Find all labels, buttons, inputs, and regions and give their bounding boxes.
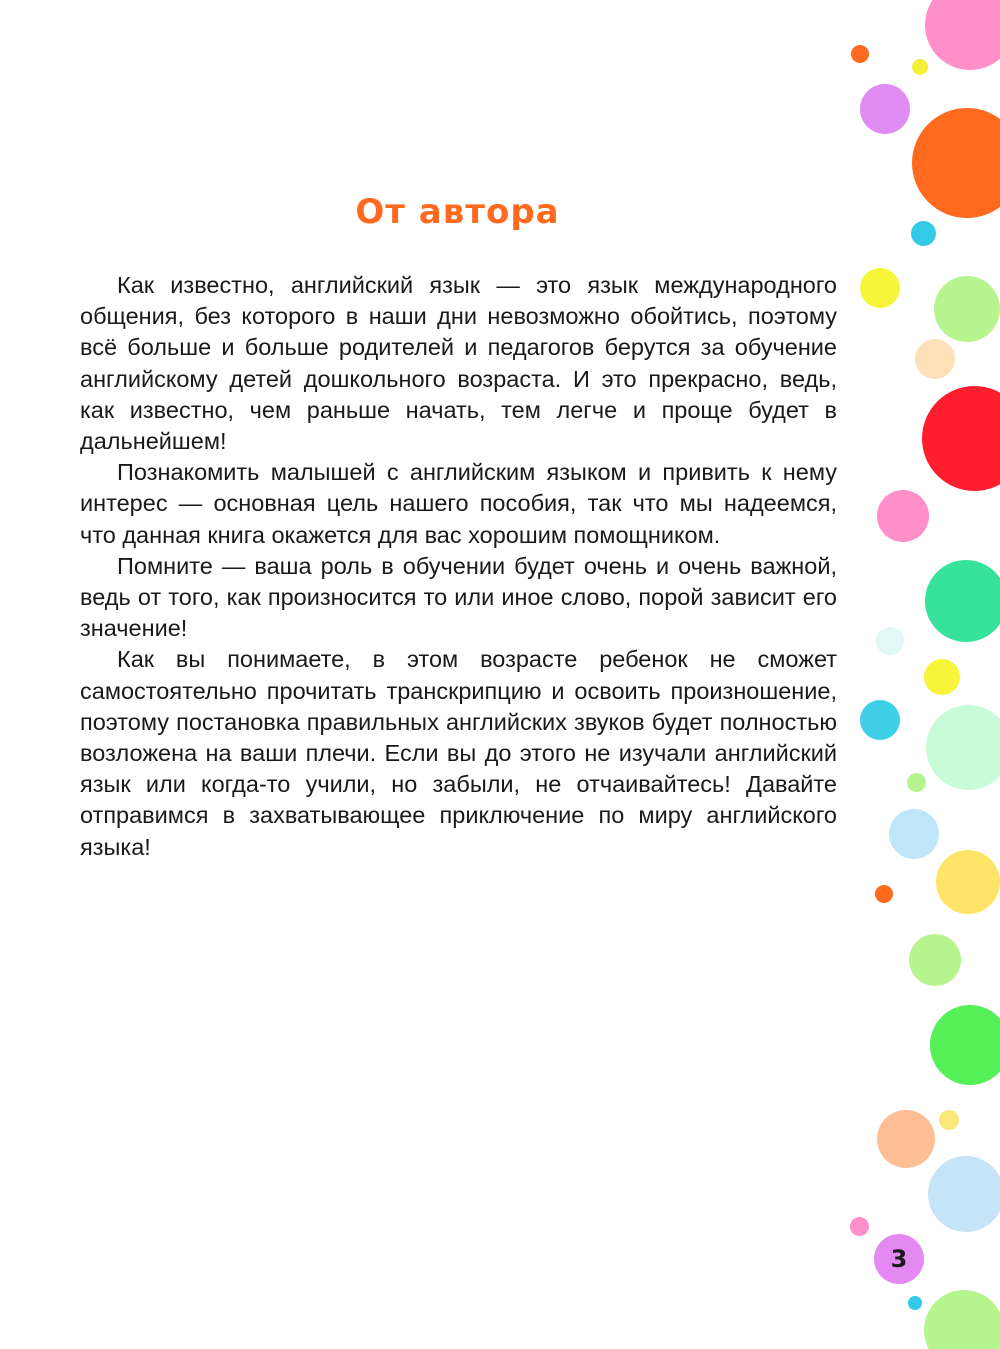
page-title: От автора [355, 192, 560, 232]
decor-dot [936, 850, 1000, 914]
decor-dot [860, 700, 900, 740]
decor-dot [934, 276, 1000, 342]
decor-dot [925, 0, 1000, 70]
decor-dot [909, 934, 961, 986]
decor-dot [926, 705, 1000, 790]
decor-dot [928, 1156, 1000, 1232]
decor-dot [939, 1110, 959, 1130]
paragraph: Как вы понимаете, в этом возрасте ребенок не сможет самостоятельно прочитать транскрипцию и освоить произношение, поэтому постановка правильных английских звуков будет полностью возложена на ваши плечи. Если вы до этого не изучали английский язык или когда-то учили, но забыли, не отчаивайтесь! Давайте отправимся в захватывающее приключение по миру английского языка! [80, 646, 837, 860]
decor-dot [851, 45, 869, 63]
body-text [80, 270, 837, 863]
decor-dot [860, 268, 900, 308]
page-number-badge: 3 [874, 1234, 924, 1284]
decor-dot [912, 59, 928, 75]
decor-dot [877, 490, 929, 542]
decor-dot [907, 773, 926, 792]
decor-dot [930, 1005, 1000, 1085]
decor-dot [908, 1296, 922, 1310]
decor-dot [922, 386, 1000, 491]
decor-dot [912, 108, 1000, 218]
decor-dot [924, 1290, 1000, 1349]
paragraph: Познакомить малышей с английским языком и привить к нему интерес — основная цель нашего пособия, так что мы надеемся, что данная книга окажется для вас хорошим помощником. [80, 459, 837, 548]
decor-dot [889, 809, 939, 859]
decor-dot [924, 659, 960, 695]
paragraph: Как известно, английский язык — это язык международного общения, без которого в наши дни невозможно обойтись, поэтому всё больше и больше родителей и педагогов берутся за обучение английскому детей дошкольного возраста. И это прекрасно, ведь, как известно, чем раньше начать, тем легче и проще будет в дальнейшем! [80, 272, 837, 455]
decor-dot [915, 339, 955, 379]
decor-dot [877, 1110, 935, 1168]
decor-dot [860, 84, 910, 134]
decor-dot [876, 627, 904, 655]
decor-dot [850, 1217, 869, 1236]
decor-dot [875, 885, 893, 903]
decor-dot [925, 560, 1000, 642]
paragraph: Помните — ваша роль в обучении будет очень и очень важной, ведь от того, как произносится то или иное слово, порой зависит его значение! [80, 552, 837, 642]
